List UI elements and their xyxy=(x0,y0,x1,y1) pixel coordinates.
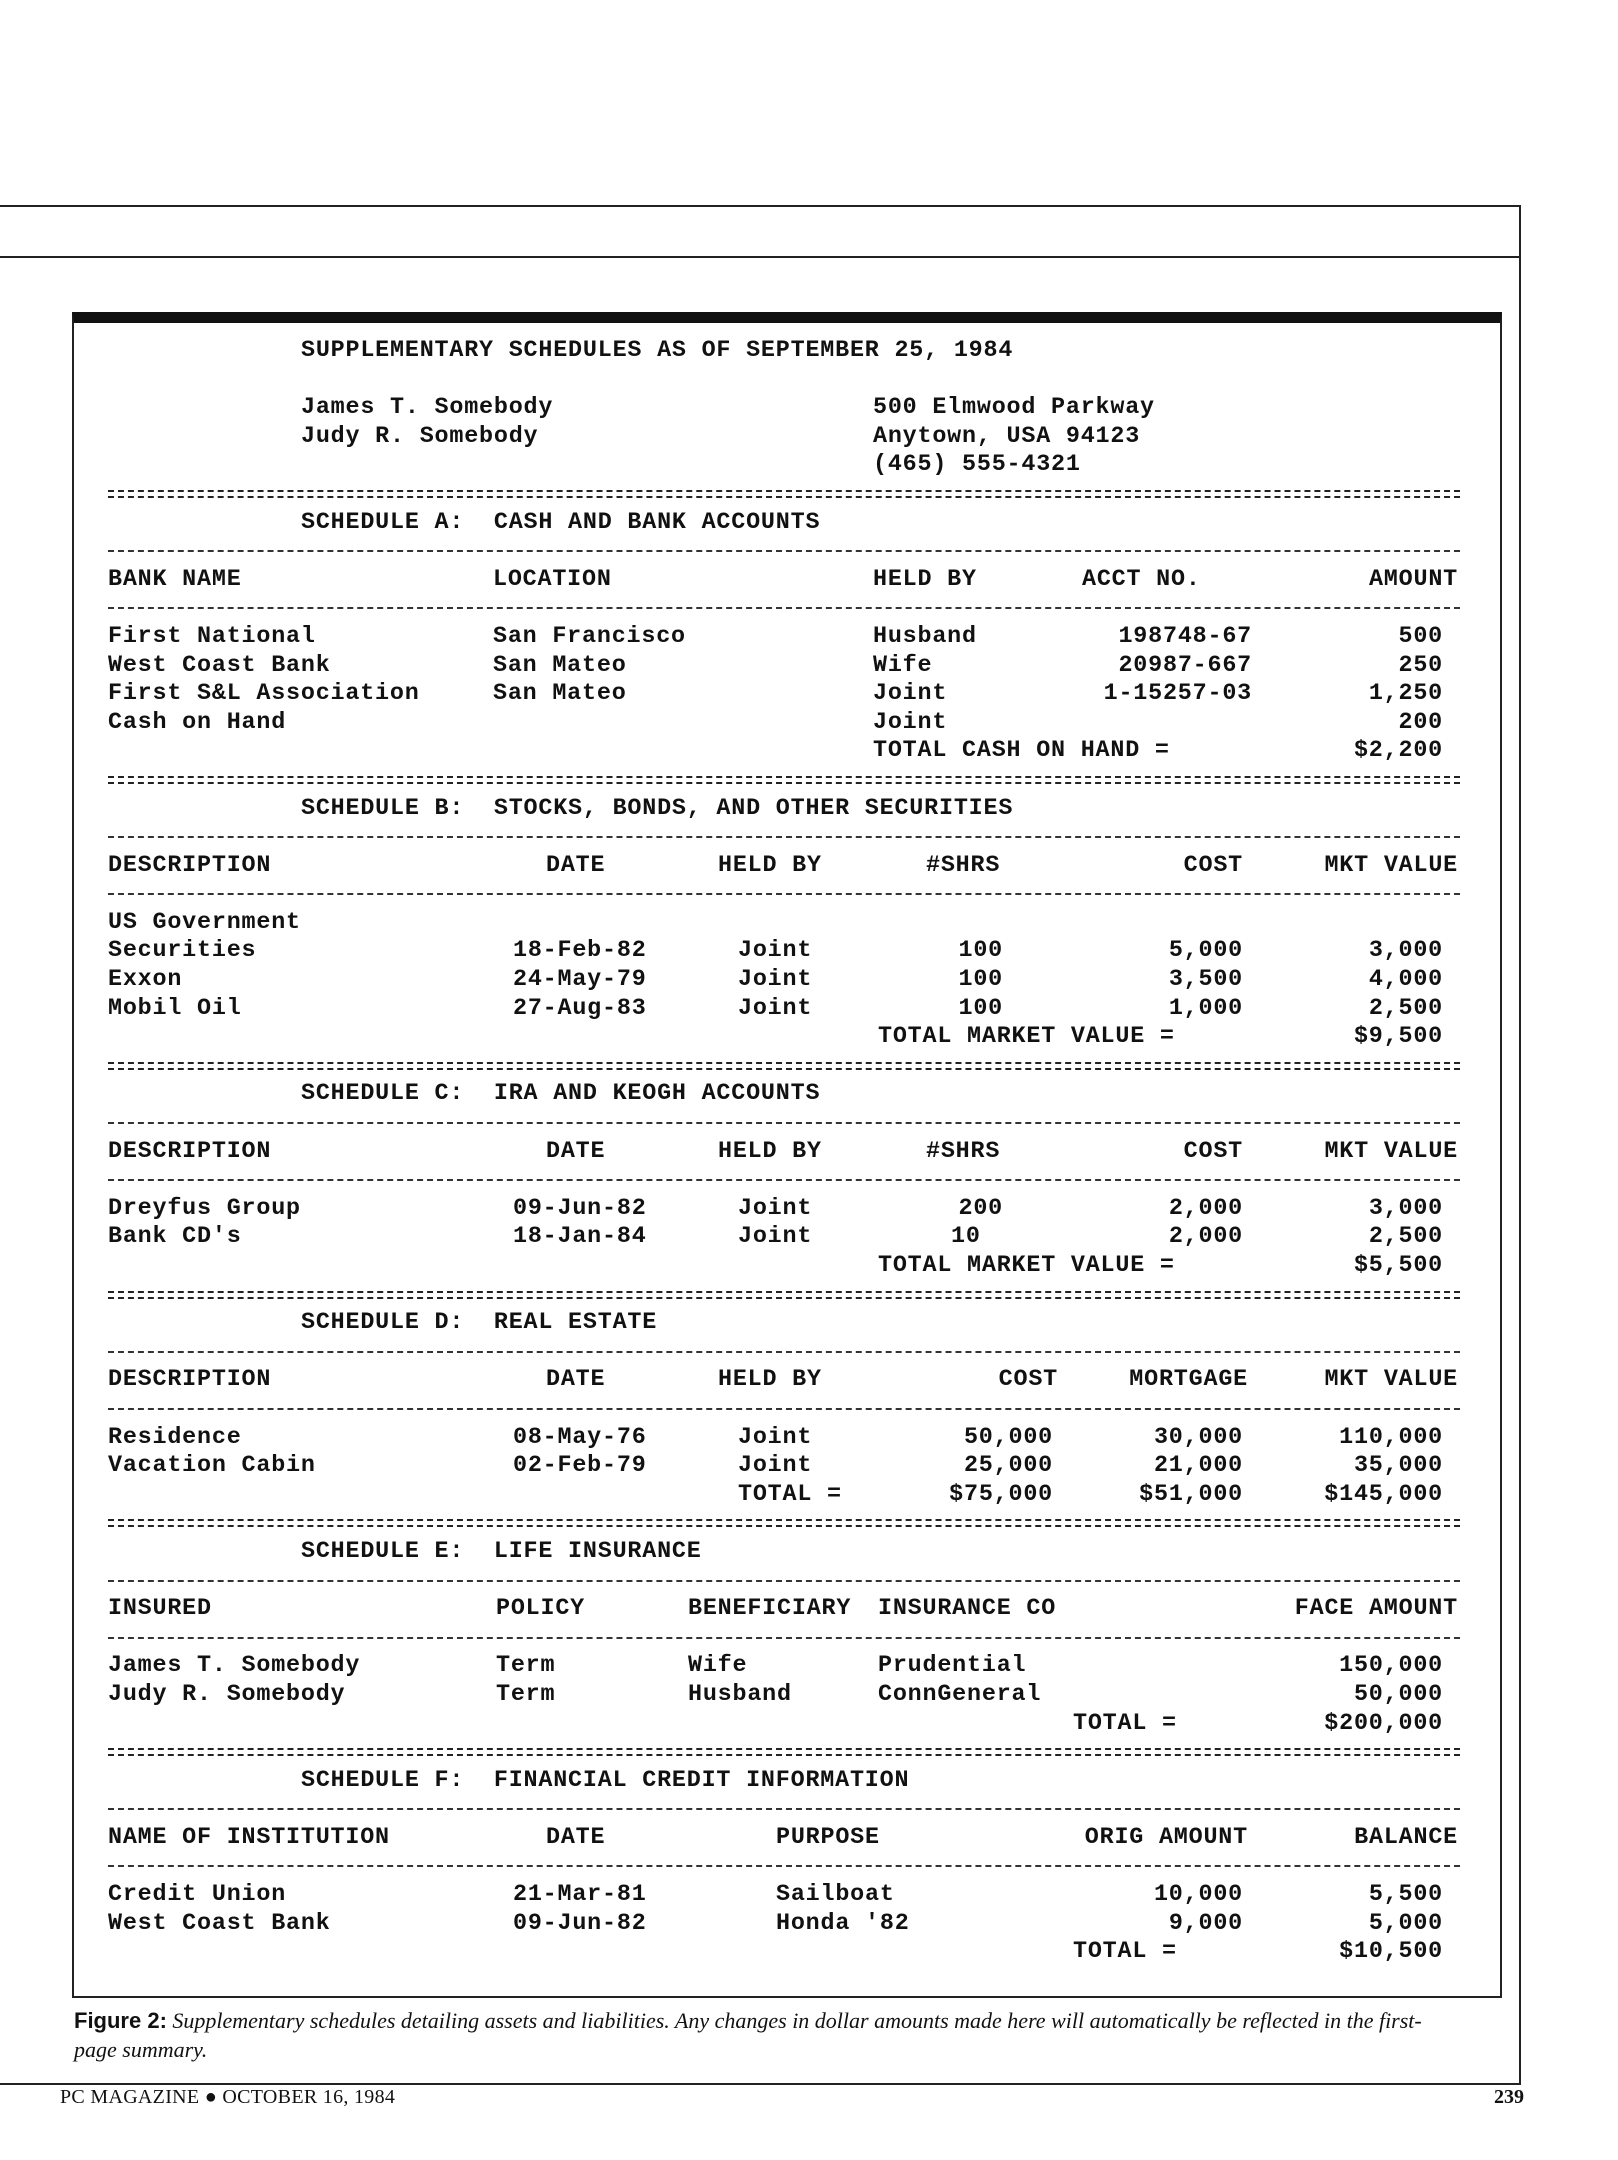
held-by: Joint xyxy=(873,709,948,736)
cost: 5,000 xyxy=(1168,938,1243,965)
date: 02-Feb-79 xyxy=(513,1453,647,1480)
table-row xyxy=(108,966,1460,995)
total-amount: $200,000 xyxy=(1324,1710,1443,1737)
market-value: 2,500 xyxy=(1368,995,1443,1022)
dashed-rule xyxy=(108,880,1460,909)
dashed-rule xyxy=(108,1624,1460,1653)
caption-text: Supplementary schedules detailing assets and liabilities. Any changes in dollar amounts made here will automatically be reflected in the first-page summary. xyxy=(74,2008,1422,2062)
held-by: Joint xyxy=(738,938,813,965)
insured: James T. Somebody xyxy=(108,1653,361,1680)
held-by: Joint xyxy=(738,967,813,994)
cost: 25,000 xyxy=(963,1453,1053,1480)
supplementary-schedules-printout xyxy=(108,337,1460,1967)
description: Residence xyxy=(108,1424,242,1451)
schedule-c-heading: SCHEDULE C: IRA AND KEOGH ACCOUNTS xyxy=(301,1081,821,1108)
dashed-rule xyxy=(108,1852,1460,1881)
schedule-a-header-row xyxy=(108,566,1460,595)
mortgage: 30,000 xyxy=(1153,1424,1243,1451)
total-row xyxy=(108,1023,1460,1052)
location: San Francisco xyxy=(493,623,686,650)
cost: 50,000 xyxy=(963,1424,1053,1451)
amount: 200 xyxy=(1398,709,1443,736)
column-header: FACE AMOUNT xyxy=(1294,1596,1458,1623)
date: 27-Aug-83 xyxy=(513,995,647,1022)
dashed-rule xyxy=(108,594,1460,623)
caption-label: Figure 2: xyxy=(74,2008,167,2033)
table-row xyxy=(108,1681,1460,1710)
table-row xyxy=(108,1223,1460,1252)
policy: Term xyxy=(496,1653,556,1680)
bank-name: Cash on Hand xyxy=(108,709,287,736)
table-row xyxy=(108,1652,1460,1681)
column-header: COST xyxy=(1183,1138,1243,1165)
schedule-f-header-row xyxy=(108,1824,1460,1853)
report-title: SUPPLEMENTARY SCHEDULES AS OF SEPTEMBER 25, 1984 xyxy=(301,338,1014,364)
column-header: BANK NAME xyxy=(108,566,242,593)
held-by: Joint xyxy=(738,1424,813,1451)
shares: 10 xyxy=(951,1224,981,1251)
schedule-b-heading: SCHEDULE B: STOCKS, BONDS, AND OTHER SECURITIES xyxy=(301,795,1014,822)
description: Vacation Cabin xyxy=(108,1453,316,1480)
amount: 500 xyxy=(1398,623,1443,650)
column-header: INSURED xyxy=(108,1596,212,1623)
total-row xyxy=(108,1938,1460,1967)
balance: 5,000 xyxy=(1368,1910,1443,1937)
institution-name: Credit Union xyxy=(108,1882,287,1909)
institution-name: West Coast Bank xyxy=(108,1910,331,1937)
date: 09-Jun-82 xyxy=(513,1910,647,1937)
table-row xyxy=(108,1195,1460,1224)
schedule-d-heading: SCHEDULE D: REAL ESTATE xyxy=(301,1310,658,1337)
total-row xyxy=(108,1252,1460,1281)
column-header: AMOUNT xyxy=(1368,566,1458,593)
total-market-value: $145,000 xyxy=(1324,1481,1443,1508)
market-value: 4,000 xyxy=(1368,967,1443,994)
held-by: Wife xyxy=(873,652,933,679)
account-number: 198748-67 xyxy=(1118,623,1252,650)
account-number: 1-15257-03 xyxy=(1103,681,1252,708)
description: Securities xyxy=(108,938,257,965)
column-header: BALANCE xyxy=(1354,1824,1458,1851)
face-amount: 150,000 xyxy=(1339,1653,1443,1680)
date: 18-Feb-82 xyxy=(513,938,647,965)
column-header: COST xyxy=(998,1367,1058,1394)
bank-name: First S&L Association xyxy=(108,681,420,708)
held-by: Joint xyxy=(738,1453,813,1480)
table-row xyxy=(108,652,1460,681)
dashed-rule xyxy=(108,1109,1460,1138)
dashed-rule xyxy=(108,823,1460,852)
shares: 100 xyxy=(958,938,1003,965)
account-number: 20987-667 xyxy=(1118,652,1252,679)
double-rule xyxy=(108,1738,1460,1767)
column-header: COST xyxy=(1183,852,1243,879)
schedule-e-header-row xyxy=(108,1595,1460,1624)
column-header: DESCRIPTION xyxy=(108,1138,272,1165)
held-by: Joint xyxy=(738,995,813,1022)
table-row xyxy=(108,1910,1460,1939)
bank-name: First National xyxy=(108,623,316,650)
table-row xyxy=(108,995,1460,1024)
location: San Mateo xyxy=(493,681,627,708)
column-header: #SHRS xyxy=(926,852,1001,879)
double-rule xyxy=(108,1509,1460,1538)
column-header: POLICY xyxy=(496,1596,586,1623)
cost: 3,500 xyxy=(1168,967,1243,994)
column-header: MKT VALUE xyxy=(1324,1367,1458,1394)
shares: 100 xyxy=(958,995,1003,1022)
dashed-rule xyxy=(108,1795,1460,1824)
description: Exxon xyxy=(108,967,183,994)
total-amount: $5,500 xyxy=(1353,1253,1443,1279)
original-amount: 10,000 xyxy=(1153,1882,1243,1909)
double-rule xyxy=(108,480,1460,509)
purpose: Honda '82 xyxy=(776,1910,910,1937)
column-header: ACCT NO. xyxy=(1082,566,1201,593)
amount: 250 xyxy=(1398,652,1443,679)
cost: 1,000 xyxy=(1168,995,1243,1022)
total-label: TOTAL = xyxy=(1073,1939,1177,1966)
total-row xyxy=(108,737,1460,766)
market-value: 3,000 xyxy=(1368,938,1443,965)
table-row xyxy=(108,623,1460,652)
market-value: 2,500 xyxy=(1368,1224,1443,1251)
address-line: 500 Elmwood Parkway xyxy=(873,395,1155,422)
dashed-rule xyxy=(108,537,1460,566)
market-value: 35,000 xyxy=(1353,1453,1443,1480)
held-by: Joint xyxy=(873,681,948,708)
column-header: INSURANCE CO xyxy=(878,1596,1057,1623)
total-cost: $75,000 xyxy=(949,1481,1053,1508)
date: 24-May-79 xyxy=(513,967,647,994)
bank-name: West Coast Bank xyxy=(108,652,331,679)
cost: 2,000 xyxy=(1168,1224,1243,1251)
table-row xyxy=(108,937,1460,966)
date: 18-Jan-84 xyxy=(513,1224,647,1251)
column-header: HELD BY xyxy=(718,1138,822,1165)
table-row xyxy=(108,1424,1460,1453)
total-label: TOTAL MARKET VALUE = xyxy=(878,1253,1175,1279)
total-row xyxy=(108,1481,1460,1510)
insurance-company: Prudential xyxy=(878,1653,1027,1680)
balance: 5,500 xyxy=(1368,1882,1443,1909)
dashed-rule xyxy=(108,1338,1460,1367)
description: US Government xyxy=(108,909,301,936)
insured: Judy R. Somebody xyxy=(108,1681,346,1708)
mortgage: 21,000 xyxy=(1153,1453,1243,1480)
page-number: 239 xyxy=(1494,2086,1524,2108)
schedule-f-heading: SCHEDULE F: FINANCIAL CREDIT INFORMATION xyxy=(301,1767,910,1794)
total-label: TOTAL = xyxy=(1073,1710,1177,1737)
address-line: Anytown, USA 94123 xyxy=(873,423,1141,450)
double-rule xyxy=(108,1052,1460,1081)
cost: 2,000 xyxy=(1168,1195,1243,1222)
footer-publication: PC MAGAZINE ● OCTOBER 16, 1984 xyxy=(60,2086,396,2108)
held-by: Joint xyxy=(738,1195,813,1222)
held-by: Joint xyxy=(738,1224,813,1251)
phone-number: (465) 555-4321 xyxy=(873,452,1081,479)
column-header: MKT VALUE xyxy=(1324,1138,1458,1165)
table-row xyxy=(108,709,1460,738)
table-row xyxy=(108,680,1460,709)
date: 09-Jun-82 xyxy=(513,1195,647,1222)
shares: 100 xyxy=(958,967,1003,994)
dashed-rule xyxy=(108,1166,1460,1195)
column-header: DATE xyxy=(546,852,606,879)
schedule-b-header-row xyxy=(108,852,1460,881)
beneficiary: Wife xyxy=(688,1653,748,1680)
insurance-company: ConnGeneral xyxy=(878,1681,1042,1708)
column-header: #SHRS xyxy=(926,1138,1001,1165)
header-rule xyxy=(0,256,1521,258)
date: 08-May-76 xyxy=(513,1424,647,1451)
column-header: HELD BY xyxy=(718,852,822,879)
column-header: MKT VALUE xyxy=(1324,852,1458,879)
location: San Mateo xyxy=(493,652,627,679)
column-header: HELD BY xyxy=(718,1367,822,1394)
description: Dreyfus Group xyxy=(108,1195,301,1222)
shares: 200 xyxy=(958,1195,1003,1222)
description: Mobil Oil xyxy=(108,995,242,1022)
total-mortgage: $51,000 xyxy=(1139,1481,1243,1508)
column-header: DESCRIPTION xyxy=(108,1367,272,1394)
total-label: TOTAL MARKET VALUE = xyxy=(878,1024,1175,1051)
column-header: LOCATION xyxy=(493,566,612,593)
total-amount: $10,500 xyxy=(1339,1939,1443,1966)
dashed-rule xyxy=(108,1395,1460,1424)
amount: 1,250 xyxy=(1368,681,1443,708)
column-header: DESCRIPTION xyxy=(108,852,272,879)
column-header: DATE xyxy=(546,1824,606,1851)
column-header: DATE xyxy=(546,1138,606,1165)
total-amount: $9,500 xyxy=(1353,1024,1443,1051)
held-by: Husband xyxy=(873,623,977,650)
owner-name: Judy R. Somebody xyxy=(301,423,539,450)
description: Bank CD's xyxy=(108,1224,242,1251)
total-label: TOTAL = xyxy=(738,1481,842,1508)
purpose: Sailboat xyxy=(776,1882,895,1909)
date: 21-Mar-81 xyxy=(513,1882,647,1909)
schedule-e-heading: SCHEDULE E: LIFE INSURANCE xyxy=(301,1538,702,1565)
column-header: PURPOSE xyxy=(776,1824,880,1851)
table-row xyxy=(108,1452,1460,1481)
original-amount: 9,000 xyxy=(1168,1910,1243,1937)
figure-caption xyxy=(74,2006,1454,2064)
schedule-c-header-row xyxy=(108,1138,1460,1167)
face-amount: 50,000 xyxy=(1353,1681,1443,1708)
schedule-d-header-row xyxy=(108,1366,1460,1395)
column-header: ORIG AMOUNT xyxy=(1084,1824,1248,1851)
market-value: 3,000 xyxy=(1368,1195,1443,1222)
market-value: 110,000 xyxy=(1339,1424,1443,1451)
double-rule xyxy=(108,766,1460,795)
column-header: HELD BY xyxy=(873,566,977,593)
column-header: BENEFICIARY xyxy=(688,1596,852,1623)
dashed-rule xyxy=(108,1567,1460,1596)
double-rule xyxy=(108,1281,1460,1310)
column-header: DATE xyxy=(546,1367,606,1394)
column-header: NAME OF INSTITUTION xyxy=(108,1824,390,1851)
total-label: TOTAL CASH ON HAND = xyxy=(873,738,1170,765)
total-row xyxy=(108,1710,1460,1739)
table-row xyxy=(108,1881,1460,1910)
column-header: MORTGAGE xyxy=(1129,1367,1248,1394)
total-amount: $2,200 xyxy=(1353,738,1443,765)
schedule-a-heading: SCHEDULE A: CASH AND BANK ACCOUNTS xyxy=(301,509,821,536)
owner-name: James T. Somebody xyxy=(301,395,554,422)
beneficiary: Husband xyxy=(688,1681,792,1708)
policy: Term xyxy=(496,1681,556,1708)
